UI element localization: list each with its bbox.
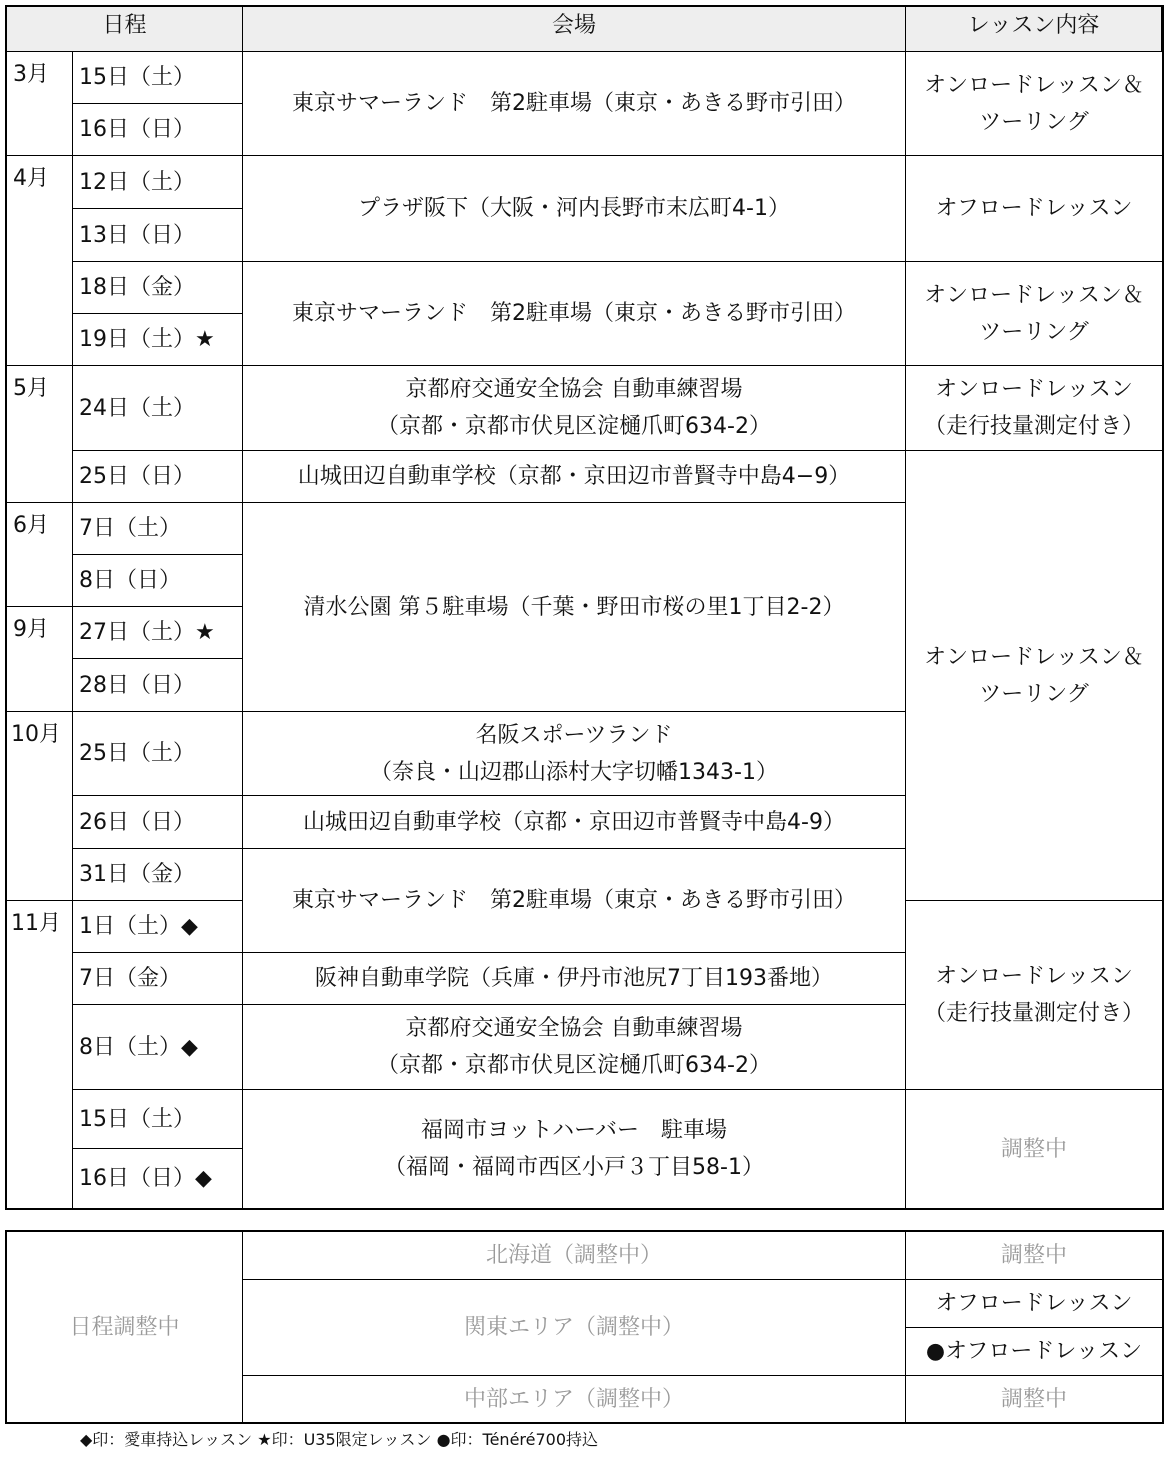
- venue-address: （福岡・福岡市西区小戸３丁目58-1）: [384, 1155, 764, 1180]
- venue-name: 東京サマーランド 第2駐車場（東京・あきる野市引田）: [292, 91, 856, 116]
- content-cell: [906, 1090, 1162, 1208]
- content-cell: [906, 366, 1162, 451]
- venue-name: 京都府交通安全協会 自動車練習場: [405, 377, 743, 402]
- day-cell: 8日（日）: [73, 555, 243, 607]
- venue-name: 名阪スポーツランド: [475, 722, 673, 748]
- day-cell: 26日（日）: [73, 796, 243, 849]
- pending-content-cell: [906, 1376, 1162, 1422]
- header-venue: 会場: [243, 5, 906, 52]
- day-cell: 28日（日）: [73, 659, 243, 712]
- content-cell: [906, 451, 1162, 901]
- content-line: オンロードレッスン＆: [924, 644, 1144, 670]
- day-cell: 8日（土）◆: [73, 1005, 243, 1090]
- month-label: 9月: [13, 617, 49, 642]
- content-line: ツーリング: [979, 681, 1089, 707]
- venue-cell: [243, 712, 906, 796]
- venue-name: プラザ阪下（大阪・河内長野市末広町4-1）: [358, 196, 790, 221]
- day-cell: 25日（日）: [73, 451, 243, 503]
- pending-content: ●オフロードレッスン: [925, 1339, 1143, 1364]
- content-line: オンロードレッスン: [935, 377, 1133, 402]
- venue-cell: [243, 953, 906, 1005]
- content-line: オンロードレッスン＆: [924, 282, 1144, 308]
- content-cell: [906, 156, 1162, 262]
- day-cell: 15日（土）: [73, 52, 243, 104]
- venue-cell: [243, 451, 906, 503]
- month-label: 4月: [13, 166, 49, 191]
- venue-name: 山城田辺自動車学校（京都・京田辺市普賢寺中島4−9）: [297, 464, 851, 489]
- content-line: オンロードレッスン＆: [924, 72, 1144, 98]
- day-cell: 15日（土）: [73, 1090, 243, 1149]
- venue-cell: [243, 1090, 906, 1208]
- content-line: （走行技量測定付き）: [923, 1001, 1144, 1026]
- pending-area: 北海道（調整中）: [485, 1243, 662, 1268]
- month-cell: [7, 607, 73, 712]
- content-line: ツーリング: [979, 319, 1089, 345]
- content-line: （走行技量測定付き）: [923, 414, 1144, 439]
- month-cell: [7, 901, 73, 1208]
- day-cell: 25日（土）: [73, 712, 243, 796]
- venue-cell: [243, 262, 906, 366]
- venue-cell: [243, 52, 906, 156]
- content-cell: [906, 52, 1162, 156]
- pending-area-cell: [243, 1376, 906, 1422]
- day-cell: 18日（金）: [73, 262, 243, 314]
- header-content: レッスン内容: [906, 5, 1162, 52]
- month-label: 11月: [11, 911, 61, 936]
- month-cell: [7, 366, 73, 503]
- legend-note: ◆印：愛車持込レッスン ★印：U35限定レッスン ●印：Ténéré700持込: [80, 1430, 599, 1449]
- venue-address: （京都・京都市伏見区淀樋爪町634-2）: [377, 414, 771, 439]
- pending-content-cell: [906, 1328, 1162, 1376]
- venue-cell: [243, 156, 906, 262]
- day-cell: 31日（金）: [73, 849, 243, 901]
- day-cell: 16日（日）: [73, 104, 243, 156]
- month-label: 5月: [13, 376, 49, 401]
- pending-content-cell: [906, 1232, 1162, 1280]
- day-cell: 16日（日）◆: [73, 1149, 243, 1208]
- venue-name: 京都府交通安全協会 自動車練習場: [405, 1016, 743, 1041]
- pending-area: 中部エリア（調整中）: [463, 1386, 684, 1412]
- venue-name: 福岡市ヨットハーバー 駐車場: [420, 1118, 728, 1143]
- month-cell: [7, 712, 73, 901]
- venue-cell: [243, 796, 906, 849]
- day-cell: 7日（金）: [73, 953, 243, 1005]
- venue-cell: [243, 849, 906, 953]
- day-cell: 24日（土）: [73, 366, 243, 451]
- pending-label: [7, 1232, 243, 1422]
- month-label: 3月: [13, 62, 49, 87]
- pending-label-text: 日程調整中: [69, 1314, 180, 1340]
- day-cell: 12日（土）: [73, 156, 243, 209]
- day-cell: 13日（日）: [73, 209, 243, 262]
- content-line: ツーリング: [979, 109, 1089, 135]
- content-line: オンロードレッスン: [935, 964, 1133, 989]
- venue-name: 山城田辺自動車学校（京都・京田辺市普賢寺中島4-9）: [303, 809, 845, 835]
- content-cell: [906, 262, 1162, 366]
- venue-cell: [243, 1005, 906, 1090]
- month-label: 10月: [11, 722, 61, 747]
- day-cell: 19日（土）★: [73, 314, 243, 366]
- header-date: 日程: [7, 5, 243, 52]
- venue-address: （京都・京都市伏見区淀樋爪町634-2）: [377, 1053, 771, 1078]
- pending-area-cell: [243, 1280, 906, 1376]
- content-line: 調整中: [1000, 1136, 1067, 1162]
- venue-name: 東京サマーランド 第2駐車場（東京・あきる野市引田）: [292, 301, 856, 326]
- pending-content: オフロードレッスン: [935, 1291, 1133, 1316]
- pending-content-cell: [906, 1280, 1162, 1328]
- venue-name: 清水公園 第５駐車場（千葉・野田市桜の里1丁目2-2）: [303, 594, 845, 620]
- content-cell: [906, 901, 1162, 1090]
- pending-area: 関東エリア（調整中）: [463, 1315, 684, 1340]
- day-cell: 7日（土）: [73, 503, 243, 555]
- month-cell: [7, 52, 73, 156]
- day-cell: 27日（土）★: [73, 607, 243, 659]
- pending-content: 調整中: [1000, 1386, 1067, 1412]
- pending-area-cell: [243, 1232, 906, 1280]
- venue-address: （奈良・山辺郡山添村大字切幡1343-1）: [370, 759, 778, 785]
- venue-cell: [243, 503, 906, 712]
- content-line: オフロードレッスン: [935, 196, 1133, 221]
- month-cell: [7, 156, 73, 366]
- day-cell: 1日（土）◆: [73, 901, 243, 953]
- venue-name: 東京サマーランド 第2駐車場（東京・あきる野市引田）: [292, 888, 856, 913]
- venue-cell: [243, 366, 906, 451]
- venue-name: 阪神自動車学院（兵庫・伊丹市池尻7丁目193番地）: [315, 966, 833, 991]
- pending-content: 調整中: [1000, 1243, 1067, 1268]
- month-label: 6月: [13, 513, 49, 538]
- month-cell: [7, 503, 73, 607]
